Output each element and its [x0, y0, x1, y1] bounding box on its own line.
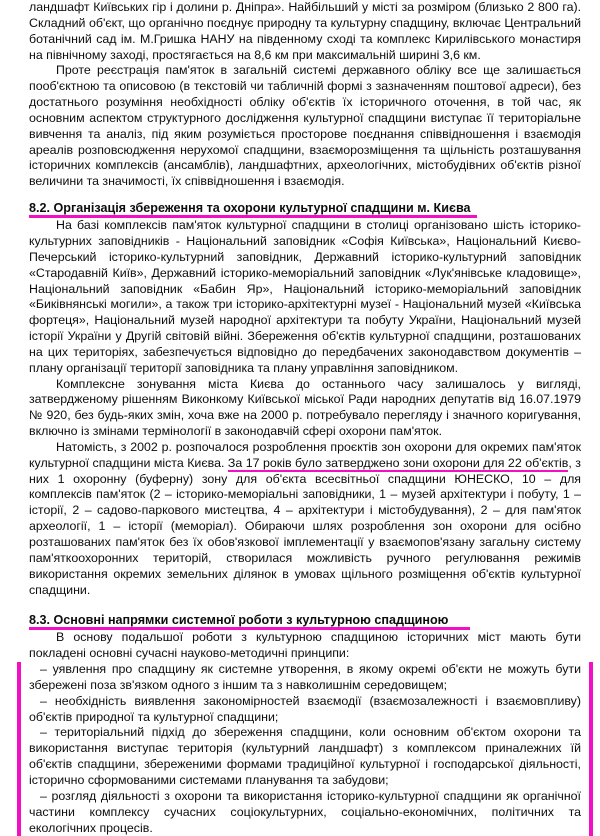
paragraph-continuation: ландшафт Київських гір і долини р. Дніпра». Найбільший у місті за розміром (близько 2 800 га). Складний об'єкт, що органічно поєднує природну та культурну спадщину, включає Центральний ботанічний сад ім. М.Гришка НАНУ на південному сході та комплекс Кирилівського монастиря на північному заході, простягається на 8,6 км при максимальній ширині 3,6 км. — [29, 0, 581, 62]
bracketed-principles-block — [29, 662, 581, 836]
section-heading-82-wrap — [29, 199, 581, 217]
list-item: – необхідність виявлення закономірностей взаємодії (взаємозалежності і взаємовпливу) об'єктів природної та культурної спадщини; — [29, 693, 581, 724]
list-item: – територіальний підхід до збереження спадщини, коли основним об'єктом охорони та використання виступає територія (культурний ландшафт) з комплексом приналежних їй об'єктів спадщини, збереженими формами традиційної культурної і господарської діяльності, історично сформованими системами планування та забудови; — [29, 725, 581, 787]
section-heading-8-3: 8.3. Основні напрямки системної роботи з культурною спадщиною — [29, 613, 449, 628]
spacer-before-section-83 — [29, 598, 581, 611]
paragraph-protection-zones-part-a: Натомість, з 2002 р. розпочалося розроблення проєктів зон охорони для окремих пам'яток культурної спадщини міста Києва. — [29, 439, 581, 470]
paragraph-protection-zones-part-b: , з них 1 охоронну (буферну) зону для об'єкта всесвітньої спадщини ЮНЕСКО, 10 – для комплексів пам'яток (2 – історико-меморіальні заповідники, 1 – музей архітектури і побуту, 1 – історії, 2 – садово-паркового мистецтва, 4 – архітектури і містобудування), 2 – для пам'яток археології, 1 – історії (меморіал). Обираючи шлях розроблення зон охорони для осібно розташованих пам'яток без їх обов'язкової імплементації у взаємопов'язану загальну систему пам'яткоохоронних територій, створилася можливість ручного регулювання режимів використання окремих земельних ділянок в умовах щільного розміщення об'єктів культурної спадщини. — [29, 455, 581, 597]
highlighted-underlined-phrase: За 17 років було затверджено зони охорони для 22 об'єктів — [227, 455, 569, 470]
paragraph-protection-zones — [29, 440, 581, 598]
paragraph-reserves-list: На базі комплексів пам'яток культурної спадщини в столиці організовано шість історико-культурних заповідників - Національний заповідник «Софія Київська», Національний Києво-Печерський історико-культурний заповідник, Державний історико-культурний заповідник «Стародавній Київ», Державний історико-меморіальний заповідник «Лук'янівське кладовище», Національний заповідник «Бабин Яр», Національний історико-меморіальний заповідник «Биківнянські могили», а також три історико-архітектурні музеї - Національний музей «Київська фортеця», Національний музей народної архітектури та побуту України, Національний музей історії України у Другій світовій війні. Збереження об'єктів культурної спадщини, розташованих на цих територіях, забезпечується відповідно до передбачених законодавством документів – плану організації території заповідника та плану управління заповідником. — [29, 218, 581, 375]
paragraph-principles-intro: В основу подальшої роботи з культурною спадщиною історичних міст мають бути покладені основні сучасні науково-методичні принципи: — [29, 630, 581, 661]
spacer-before-section-82 — [29, 190, 581, 199]
section-heading-83-wrap — [29, 611, 581, 629]
list-item: – уявлення про спадщину як системне утворення, в якому окремі об'єкти не можуть бути збережені поза зв'язком одного з іншим та з навколишнім середовищем; — [29, 662, 581, 692]
list-item: – розгляд діяльності з охорони та використання історико-культурної спадщини як органічної частини комплексу сучасних соціокультурних, соціально-економічних, політичних та екологічних процесів. — [29, 788, 581, 835]
paragraph-zoning: Комплексне зонування міста Києва до останнього часу залишалось у вигляді, затвердженому рішенням Виконкому Київської міської Ради народних депутатів від 16.07.1979 № 920, без будь-яких змін, хоча вже на 2000 р. потребувало перегляду і значного коригування, включно із змінами термінології в законодавчій сфері охорони пам'яток. — [29, 376, 581, 439]
section-heading-8-2: 8.2. Організація збереження та охорони культурної спадщини м. Києва — [29, 201, 471, 216]
paragraph-registration: Проте реєстрація пам'яток в загальній системі державного обліку все ще залишається пооб'єктною та описовою (в текстовій чи табличній формі з зазначенням поштової адреси), без достатнього розуміння необхідності обліку об'єктів їх історичного оточення, в той час, як основним аспектом структурного дослідження культурної спадщини виступає її територіальне вивчення та аналіз, під яким розуміється просторове поєднання співвідношення і взаємодія ареалів розповсюдження нерухомої спадщини, взаєморозміщення та щільність розташування історичних комплексів (ансамблів), ландшафтних, археологічних, містобудівних об'єктів різної величини та значимості, їх співвідношення і взаємодія. — [29, 63, 581, 189]
